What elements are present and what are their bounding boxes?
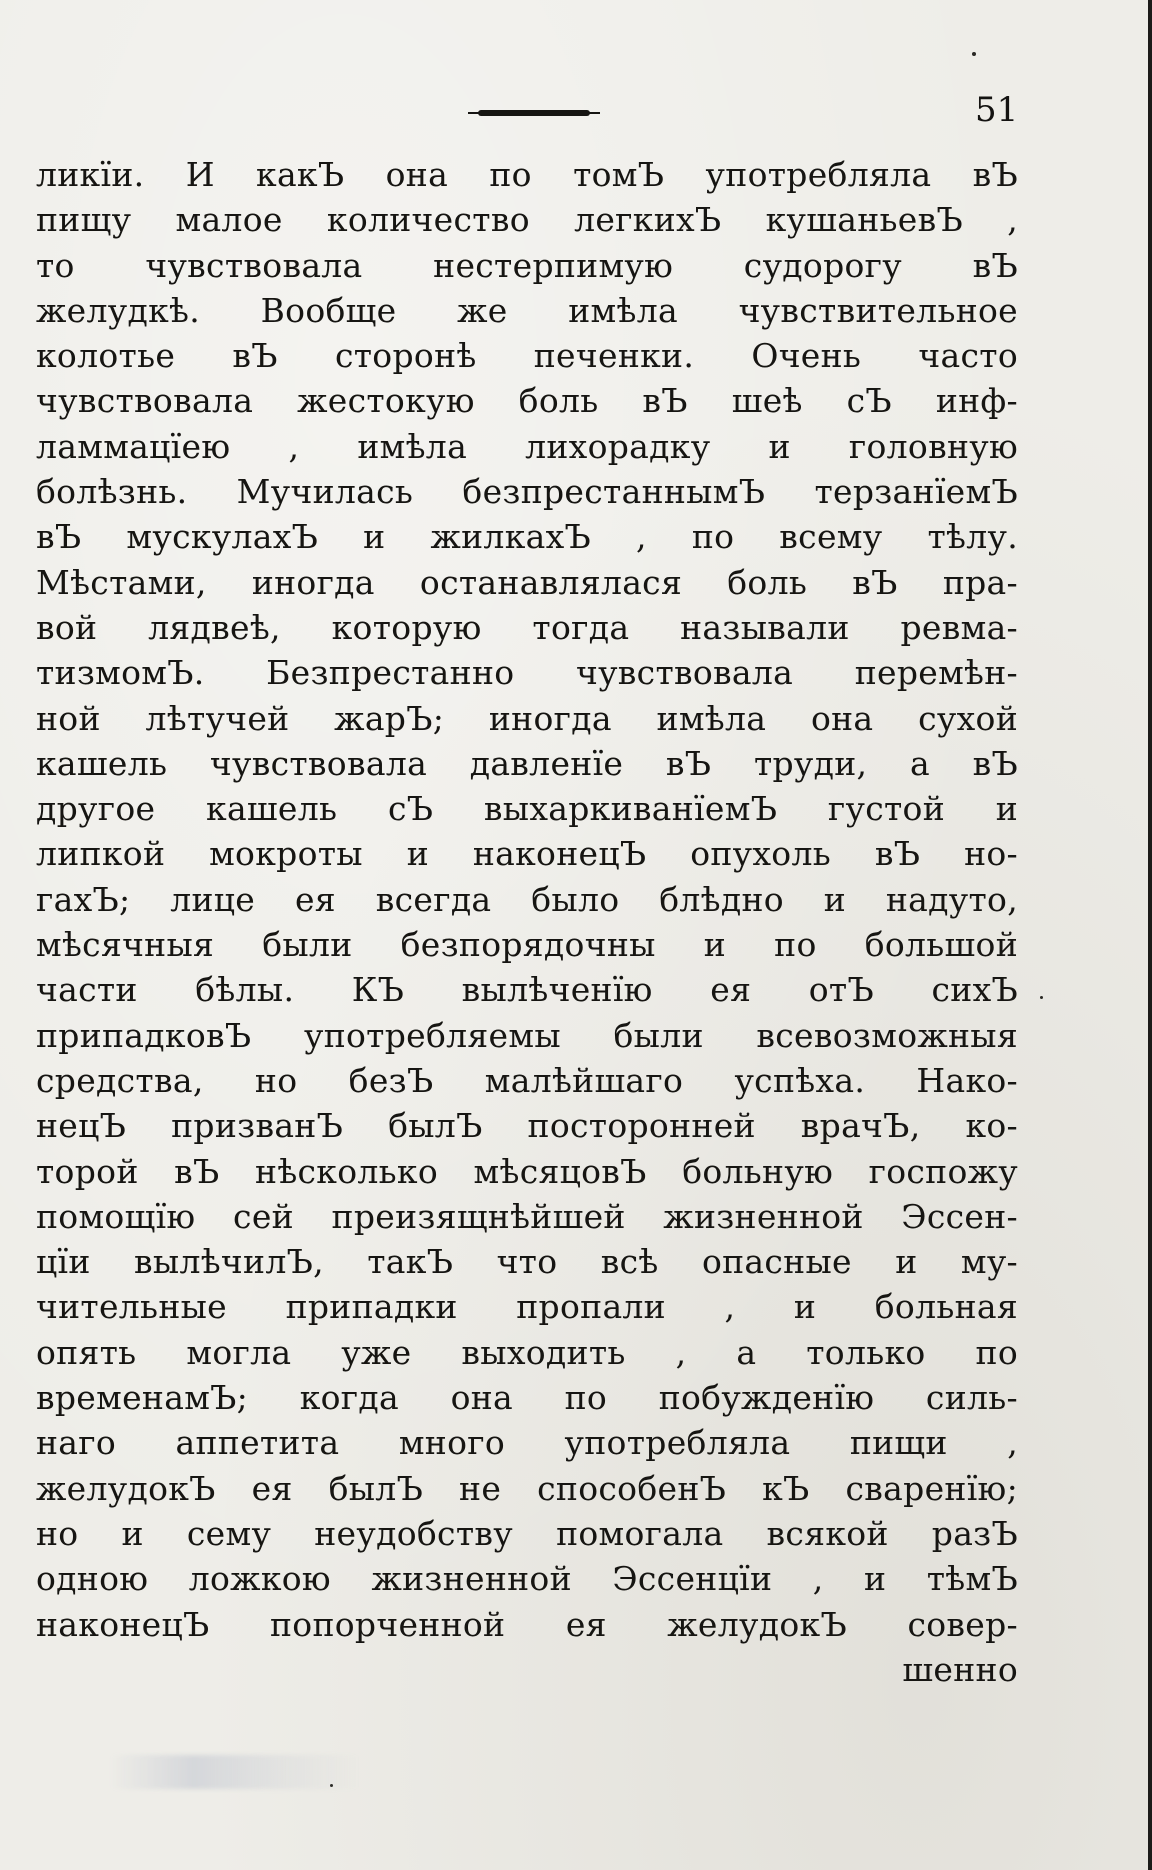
text-line: то чувствовала нестерпимую судорогу вЪ — [36, 245, 1018, 285]
text-line: одною ложкою жизненной Эссенцїи , и тѣмЪ — [36, 1559, 1018, 1599]
catchword: шенно — [902, 1649, 1018, 1689]
faded-library-stamp — [110, 1755, 360, 1789]
text-line: наконецЪ попорченной ея желудокЪ совер- — [36, 1604, 1018, 1644]
text-line: средства, но безЪ малѣйшаго успѣха. Нако- — [36, 1060, 1018, 1100]
text-line: болѣзнь. Мучилась безпрестаннымЪ терзанїемЪ — [36, 472, 1018, 512]
text-line: ликїи. И какЪ она по томЪ употребляла вЪ — [36, 155, 1018, 194]
text-line: помощїю сей преизящнѣйшей жизненной Эссен- — [36, 1196, 1018, 1236]
body-text — [36, 152, 1018, 1692]
text-line: ламмацїею , имѣла лихорадку и головную — [36, 426, 1018, 466]
text-line: мѣсячныя были безпорядочны и по большой — [36, 925, 1018, 965]
text-line: липкой мокроты и наконецЪ опухоль вЪ но- — [36, 834, 1018, 874]
text-line: временамЪ; когда она по побужденїю силь- — [36, 1378, 1018, 1418]
text-line: наго аппетита много употребляла пищи , — [36, 1423, 1018, 1463]
text-line: желудокЪ ея былЪ не способенЪ кЪ сваренїю; — [36, 1468, 1018, 1508]
page-number: 51 — [975, 90, 1019, 130]
text-line: гахЪ; лице ея всегда было блѣдно и надуто, — [36, 879, 1018, 919]
text-line: желудкѣ. Вообще же имѣла чувствительное — [36, 290, 1018, 330]
page-edge — [1148, 0, 1152, 1870]
text-line: ной лѣтучей жарЪ; иногда имѣла она сухой — [36, 698, 1018, 738]
text-line: колотье вЪ сторонѣ печенки. Очень часто — [36, 336, 1018, 376]
text-line: чительные припадки пропали , и больная — [36, 1287, 1018, 1327]
text-line: вой лядвеѣ, которую тогда называли ревма- — [36, 607, 1018, 647]
text-line: опять могла уже выходить , а только по — [36, 1332, 1018, 1372]
text-line: кашель чувствовала давленїе вЪ труди, а вЪ — [36, 743, 1018, 783]
text-line: но и сему неудобству помогала всякой разЪ — [36, 1513, 1018, 1553]
ink-speck — [1040, 996, 1043, 999]
text-line: вЪ мускулахЪ и жилкахЪ , по всему тѣлу. — [36, 517, 1018, 557]
headline-rule — [478, 110, 590, 116]
text-line: торой вЪ нѣсколько мѣсяцовЪ больную госпожу — [36, 1151, 1018, 1191]
text-line: Мѣстами, иногда останавлялася боль вЪ пра- — [36, 562, 1018, 602]
text-line: пищу малое количество легкихЪ кушаньевЪ , — [36, 200, 1018, 240]
text-line: тизмомЪ. Безпрестанно чувствовала перемѣн- — [36, 653, 1018, 693]
text-line: чувствовала жестокую боль вЪ шеѣ сЪ инф- — [36, 381, 1018, 421]
ink-speck — [972, 52, 976, 56]
text-line: нецЪ призванЪ былЪ посторонней врачЪ, ко- — [36, 1106, 1018, 1146]
text-line: припадковЪ употребляемы были всевозможныя — [36, 1015, 1018, 1055]
text-line: цїи вылѣчилЪ, такЪ что всѣ опасные и му- — [36, 1242, 1018, 1282]
text-line: другое кашель сЪ выхаркиванїемЪ густой и — [36, 789, 1018, 829]
text-line: части бѣлы. КЪ вылѣченїю ея отЪ сихЪ — [36, 970, 1018, 1010]
